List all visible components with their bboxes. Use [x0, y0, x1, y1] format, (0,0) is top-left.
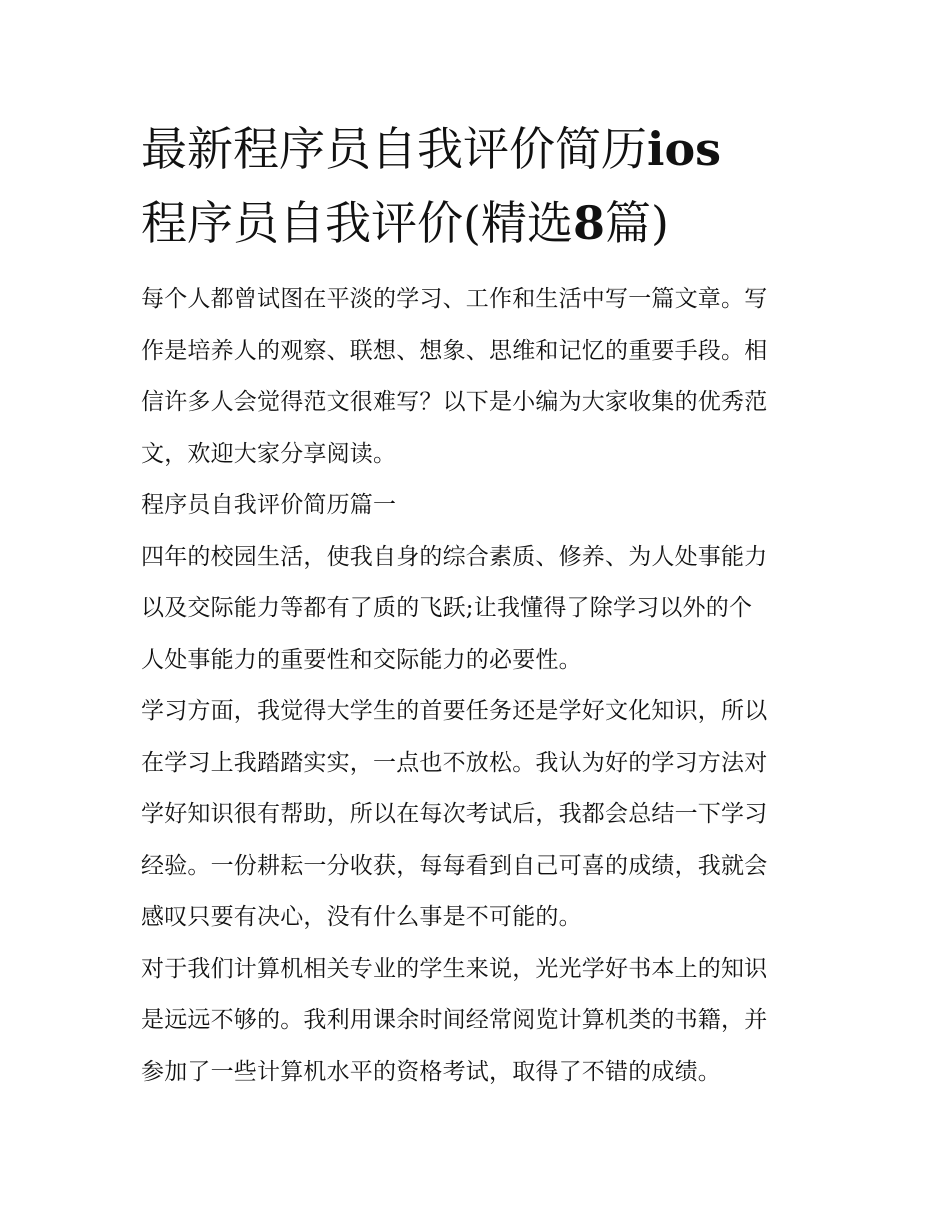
- text-line: 信许多人会觉得范文很难写？以下是小编为大家收集的优秀范: [141, 389, 768, 415]
- text-line: 作是培养人的观察、联想、想象、思维和记忆的重要手段。相: [141, 337, 768, 364]
- text-line: 是远远不够的。我利用课余时间经常阅览计算机类的书籍，并: [141, 1007, 768, 1033]
- title-text: 篇): [604, 196, 669, 250]
- text-line: 每个人都曾试图在平淡的学习、工作和生活中写一篇文章。写: [141, 286, 768, 312]
- section-heading: [141, 480, 813, 532]
- title-line-1: [141, 112, 813, 186]
- text-line: 四年的校园生活，使我自身的综合素质、修养、为人处事能力: [141, 543, 768, 570]
- text-line: 文，欢迎大家分享阅读。: [141, 440, 397, 467]
- intro-paragraph: [141, 274, 813, 480]
- title-line-2: [141, 186, 813, 260]
- body-paragraph: [141, 686, 813, 944]
- text-line: 以及交际能力等都有了质的飞跃;让我懂得了除学习以外的个: [141, 595, 753, 621]
- title-text: 程序员自我评价(精选: [141, 196, 573, 250]
- document-title: [141, 112, 813, 260]
- text-line: 在学习上我踏踏实实，一点也不放松。我认为好的学习方法对: [141, 749, 768, 776]
- text-line: 参加了一些计算机水平的资格考试，取得了不错的成绩。: [141, 1058, 721, 1085]
- body-paragraph: [141, 532, 813, 687]
- text-line: 学习方面，我觉得大学生的首要任务还是学好文化知识，所以: [141, 698, 768, 724]
- text-line: 人处事能力的重要性和交际能力的必要性。: [141, 646, 582, 673]
- body-paragraph: [141, 944, 813, 1099]
- text-line: 学好知识很有帮助，所以在每次考试后，我都会总结一下学习: [141, 801, 768, 827]
- text-line: 感叹只要有决心，没有什么事是不可能的。: [141, 904, 582, 930]
- title-text-number: 8: [572, 196, 605, 250]
- title-text-latin: ios: [647, 122, 722, 176]
- document-body: [141, 112, 813, 1098]
- title-text: 最新程序员自我评价简历: [141, 122, 647, 176]
- text-line: 对于我们计算机相关专业的学生来说，光光学好书本上的知识: [141, 955, 768, 982]
- text-line: 经验。一份耕耘一分收获，每每看到自己可喜的成绩，我就会: [141, 852, 768, 879]
- text-line: 程序员自我评价简历篇一: [141, 492, 397, 518]
